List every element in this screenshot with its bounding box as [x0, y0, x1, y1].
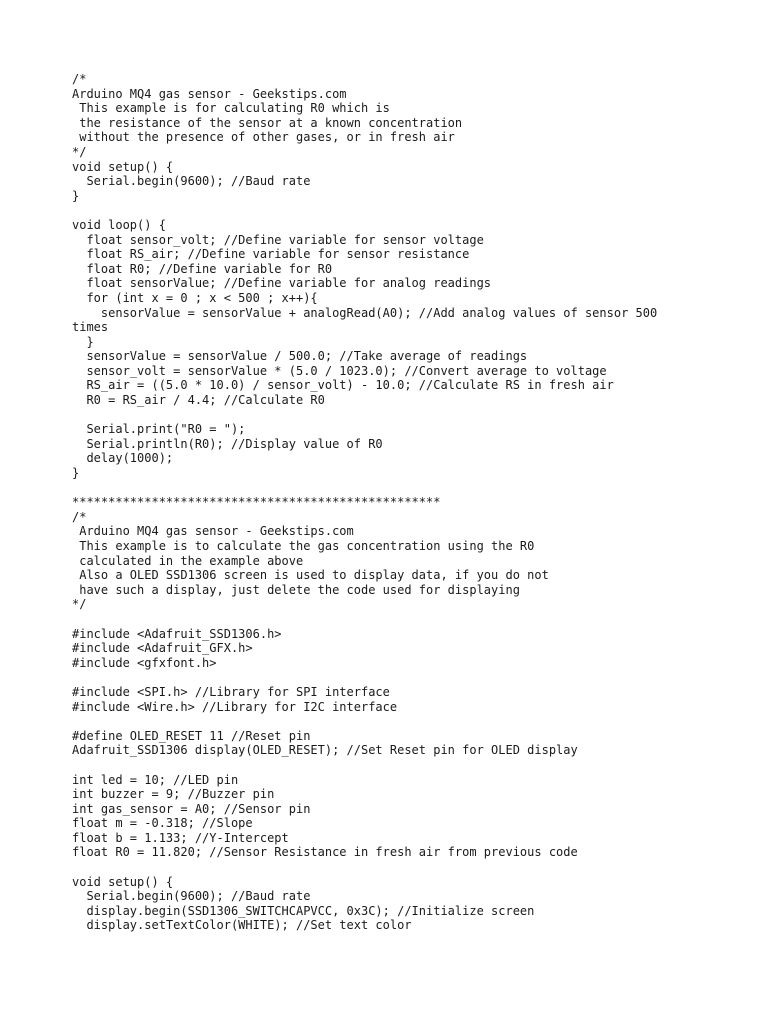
code-line: float m = -0.318; //Slope [72, 816, 253, 831]
code-line: sensorValue = sensorValue / 500.0; //Take average of readings [72, 349, 528, 364]
code-line: R0 = RS_air / 4.4; //Calculate R0 [72, 393, 325, 408]
code-line: calculated in the example above [72, 553, 304, 568]
code-line [72, 612, 712, 627]
code-line: */ [72, 144, 87, 159]
code-line: without the presence of other gases, or in fresh air [72, 130, 455, 145]
code-line: #include <gfxfont.h> [72, 655, 217, 670]
code-line: Adafruit_SSD1306 display(OLED_RESET); //Set Reset pin for OLED display [72, 743, 578, 758]
code-line: #include <Adafruit_SSD1306.h> [72, 626, 282, 641]
code-line: the resistance of the sensor at a known concentration [72, 115, 463, 130]
code-line: } [72, 466, 80, 481]
code-line [72, 670, 712, 685]
code-line: display.begin(SSD1306_SWITCHCAPVCC, 0x3C); //Initialize screen [72, 903, 535, 918]
code-line: This example is to calculate the gas concentration using the R0 [72, 539, 535, 553]
code-line: Serial.println(R0); //Display value of R0 [72, 436, 383, 451]
code-line: #include <Wire.h> //Library for I2C interface [72, 699, 398, 714]
code-line [72, 860, 712, 875]
code-line: /* [72, 72, 87, 86]
code-line: display.setTextColor(WHITE); //Set text color [72, 918, 412, 933]
code-line: Serial.begin(9600); //Baud rate [72, 174, 311, 189]
code-line: float b = 1.133; //Y-Intercept [72, 830, 289, 845]
code-line: have such a display, just delete the code used for displaying [72, 582, 520, 597]
code-line: RS_air = ((5.0 * 10.0) / sensor_volt) - 10.0; //Calculate RS in fresh air [72, 378, 614, 393]
code-line: for (int x = 0 ; x < 500 ; x++){ [72, 290, 318, 305]
code-line [72, 408, 712, 423]
code-line [72, 758, 712, 773]
code-line: #include <SPI.h> //Library for SPI interface [72, 684, 390, 699]
code-line: int buzzer = 9; //Buzzer pin [72, 787, 275, 802]
code-line: Arduino MQ4 gas sensor - Geekstips.com [72, 524, 354, 539]
code-line: int gas_sensor = A0; //Sensor pin [72, 801, 311, 816]
code-line: */ [72, 597, 87, 612]
code-line: int led = 10; //LED pin [72, 772, 239, 787]
code-line: void setup() { [72, 159, 174, 174]
code-line [72, 203, 712, 218]
code-listing [72, 72, 712, 933]
code-line: float sensor_volt; //Define variable for sensor voltage [72, 232, 484, 247]
code-line: Serial.begin(9600); //Baud rate [72, 889, 311, 904]
code-line [72, 714, 712, 729]
code-line: Also a OLED SSD1306 screen is used to display data, if you do not [72, 568, 549, 583]
code-line: #define OLED_RESET 11 //Reset pin [72, 728, 311, 743]
code-line: #include <Adafruit_GFX.h> [72, 641, 253, 656]
code-line: *************************************************** [72, 495, 441, 510]
code-line: float R0 = 11.820; //Sensor Resistance in fresh air from previous code [72, 845, 578, 860]
code-line: float R0; //Define variable for R0 [72, 261, 333, 276]
code-line [72, 481, 712, 496]
code-line: sensor_volt = sensorValue * (5.0 / 1023.0); //Convert average to voltage [72, 363, 607, 378]
code-line: void loop() { [72, 217, 166, 232]
code-line: times [72, 320, 109, 335]
code-line: delay(1000); [72, 451, 174, 466]
code-line: This example is for calculating R0 which is [72, 101, 390, 116]
code-line: sensorValue = sensorValue + analogRead(A0); //Add analog values of sensor 500 [72, 305, 658, 320]
code-line: Serial.print("R0 = "); [72, 422, 246, 437]
code-line: } [72, 334, 94, 349]
code-line: void setup() { [72, 874, 174, 889]
code-line: float RS_air; //Define variable for sensor resistance [72, 247, 470, 262]
code-line: float sensorValue; //Define variable for analog readings [72, 276, 492, 291]
code-line: /* [72, 509, 87, 524]
code-line: } [72, 188, 80, 203]
code-line: Arduino MQ4 gas sensor - Geekstips.com [72, 86, 347, 101]
